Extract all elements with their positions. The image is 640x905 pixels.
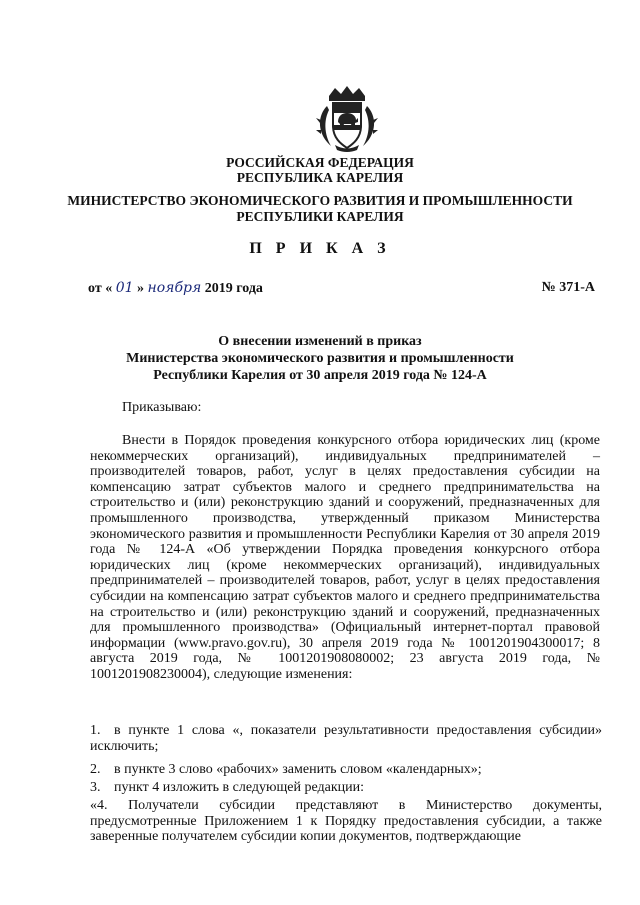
list-item-number: 2. [90,762,101,777]
document-subject [0,333,640,384]
country-name: РОССИЙСКАЯ ФЕДЕРАЦИЯ [226,155,414,170]
karelia-coat-of-arms-icon [311,82,383,154]
date-year: 2019 года [204,281,263,296]
list-item-number: 1. [90,723,101,738]
list-item-number: 3. [90,780,101,795]
order-word: Приказываю: [122,400,202,415]
document-number: № 371-А [541,280,595,295]
list-item [90,780,602,796]
subject-line2: Министерства экономического развития и промышленности [126,351,514,366]
list-item [90,723,602,754]
ministry-name-line1: МИНИСТЕРСТВО ЭКОНОМИЧЕСКОГО РАЗВИТИЯ И ПРОМЫШЛЕННОСТИ [67,193,573,208]
subject-line3: Республики Карелия от 30 апреля 2019 года № 124-А [153,368,487,383]
ministry-name-line2: РЕСПУБЛИКИ КАРЕЛИЯ [236,209,404,224]
body-paragraph: Внести в Порядок проведения конкурсного отбора юридических лиц (кроме некоммерческих организаций), индивидуальных предпринимателей – производителей товаров, работ, услуг в целях предоставления субсидии на компенсацию затрат субъектов малого и среднего предпринимательства на строительство и (или) реконструкцию зданий и сооружений, предназначенных для промышленного производства, утвержденный приказом Министерства экономического развития и промышленности Республики Карелия от 30 апреля 2019 года № 124-А «Об утверждении Порядка проведения конкурсного отбора юридических лиц (кроме некоммерческих организаций), индивидуальных предпринимателей – производителей товаров, работ, услуг в целях предоставления субсидии на компенсацию затрат субъектов малого и среднего предпринимательства на строительство и (или) реконструкцию зданий и сооружений, предназначенных для промышленного производства» (Официальный интернет-портал правовой информации (www.pravo.gov.ru), 30 апреля 2019 года № 1001201904300017; 8 августа 2019 года, № 1001201908080002; 23 августа 2019 года, № 1001201908230004), следующие изменения: [90,433,600,682]
document-type-title: П Р И К А З [249,240,391,257]
list-item-text: пункт 4 изложить в следующей редакции: [114,780,364,795]
date-month-handwritten: ноября [147,280,202,296]
date-mid: » [137,281,145,296]
list-item-text: в пункте 3 слово «рабочих» заменить словом «календарных»; [114,762,482,777]
list-item [90,762,602,778]
header-state [0,155,640,185]
date-prefix: от « [88,281,113,296]
date-day-handwritten: 01 [115,280,134,296]
list-item-text: в пункте 1 слова «, показатели результативности предоставления субсидии» исключить; [90,723,602,754]
subject-line1: О внесении изменений в приказ [218,334,422,349]
quoted-paragraph: «4. Получатели субсидии представляют в Министерство документы, предусмотренные Приложением 1 к Порядку предоставления субсидии, а также заверенные получателем субсидии копии документов, подтверждающие [90,798,602,845]
header-ministry [0,193,640,225]
republic-name: РЕСПУБЛИКА КАРЕЛИЯ [236,170,404,185]
document-date [88,280,263,297]
